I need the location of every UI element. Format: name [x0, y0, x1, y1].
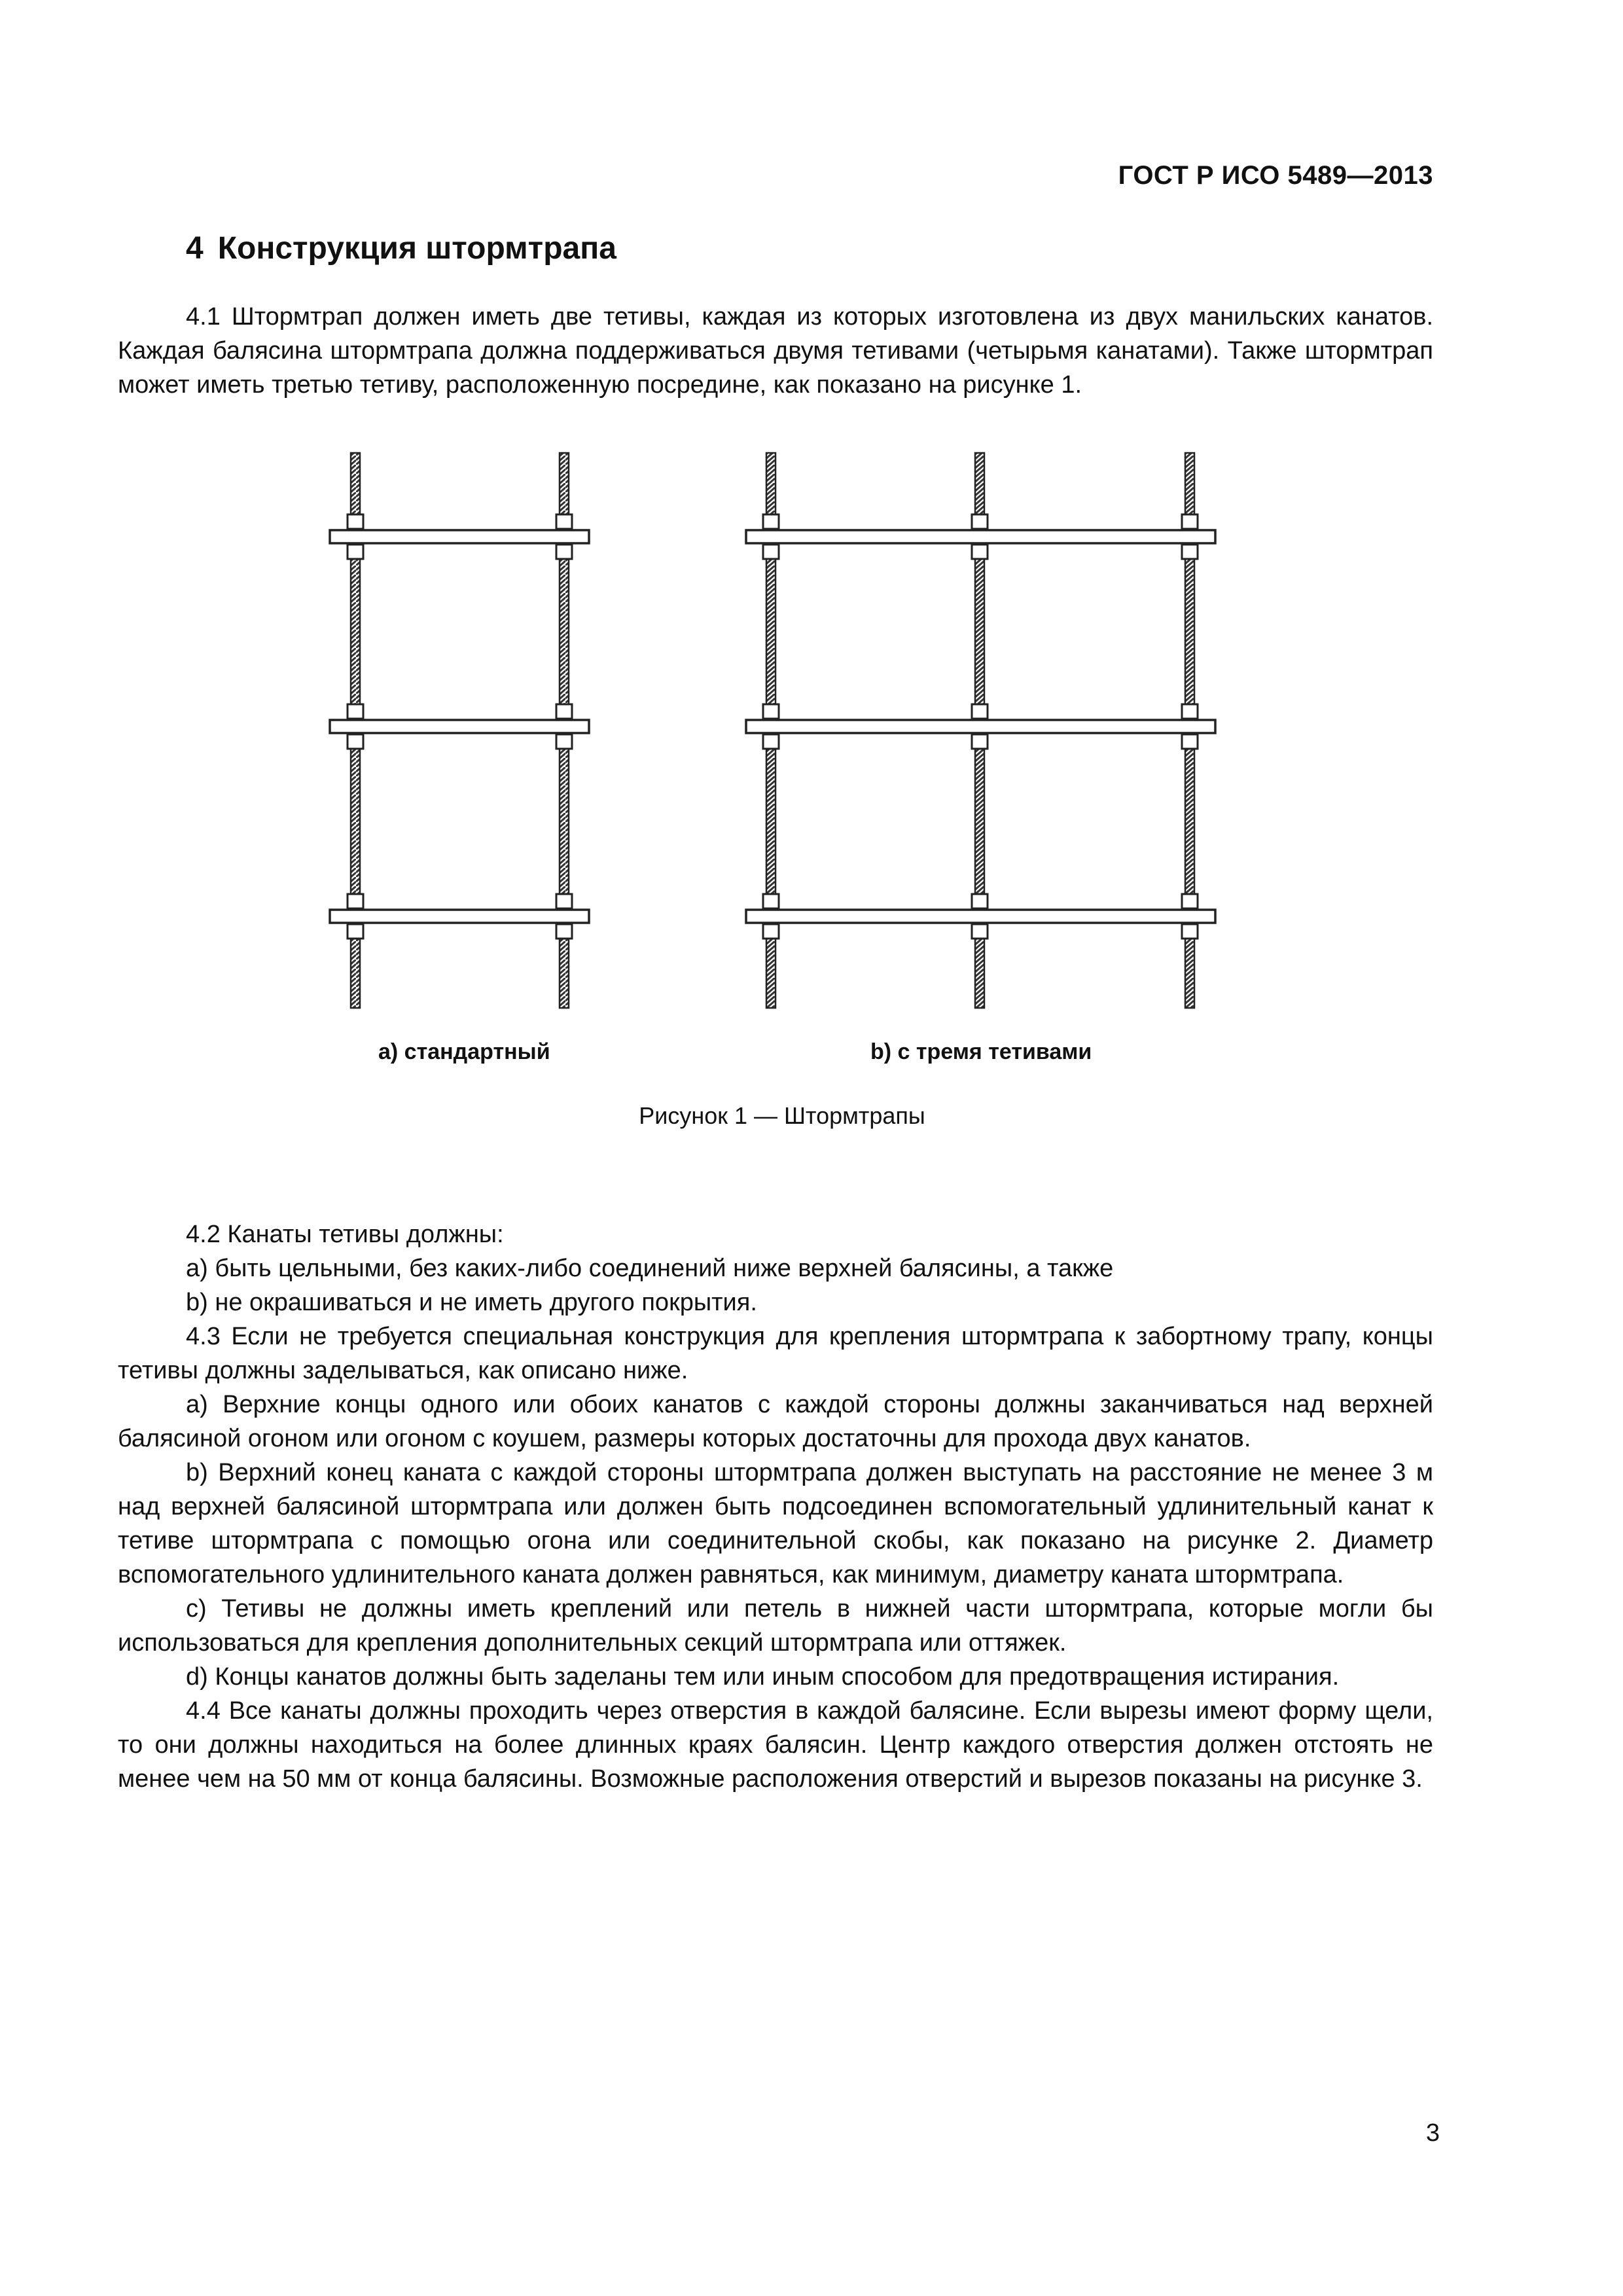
rung — [746, 910, 1215, 923]
rung — [746, 530, 1215, 543]
rung — [330, 910, 589, 923]
rope-clamp — [972, 734, 988, 749]
rope-clamp — [1182, 545, 1198, 559]
rope-clamp — [348, 734, 363, 749]
paragraph-4-2: 4.2 Канаты тетивы должны: — [186, 1221, 504, 1248]
rope-clamp — [763, 545, 779, 559]
rung — [330, 530, 589, 543]
rope-clamp — [1182, 734, 1198, 749]
body-text-block — [118, 1217, 1433, 1796]
rope-clamp — [1182, 894, 1198, 908]
section-number: 4 — [186, 231, 204, 266]
paragraph-4-1: 4.1 Штормтрап должен иметь две тетивы, каждая из которых изготовлена из двух манильских канатов. Каждая балясина штормтрапа должна поддерживаться двумя тетивами (четырьмя канатами). Также штормтрап может иметь третью тетиву, расположенную посредине, как показано на рисунке 1. — [118, 303, 1433, 399]
rope-clamp — [1182, 704, 1198, 719]
rope-clamp — [556, 545, 572, 559]
figure-subcaption-b: b) с тремя тетивами — [870, 1039, 1092, 1064]
figure-caption: Рисунок 1 — Штормтрапы — [639, 1102, 925, 1129]
rope-clamp — [972, 924, 988, 939]
figure-1 — [0, 419, 1623, 1152]
rope-clamp — [763, 734, 779, 749]
rope-clamp — [972, 704, 988, 719]
list-item-4-2-b: b) не окрашиваться и не иметь другого покрытия. — [186, 1289, 757, 1316]
rung — [746, 720, 1215, 733]
rope-clamp — [348, 704, 363, 719]
rope-clamp — [763, 704, 779, 719]
paragraph-4-3: 4.3 Если не требуется специальная конструкция для крепления штормтрапа к забортному трапу, концы тетивы должны заделываться, как описано ниже. — [118, 1323, 1433, 1384]
rope-clamp — [556, 734, 572, 749]
rope-clamp — [348, 894, 363, 908]
rope-clamp — [348, 514, 363, 529]
section-title-text: Конструкция штормтрапа — [217, 231, 616, 266]
rung — [330, 720, 589, 733]
rope-clamp — [556, 894, 572, 908]
paragraph-4-4: 4.4 Все канаты должны проходить через отверстия в каждой балясине. Если вырезы имеют форму щели, то они должны находиться на более длинных краях балясин. Центр каждого отверстия должен отстоять не менее чем на 50 мм от конца балясины. Возможные расположения отверстий и вырезов показаны на рисунке 3. — [118, 1697, 1433, 1793]
rope-clamp — [556, 924, 572, 939]
rope-clamp — [556, 704, 572, 719]
list-item-4-2-a: a) быть цельными, без каких-либо соединений ниже верхней балясины, а также — [186, 1255, 1114, 1282]
rope-clamp — [763, 894, 779, 908]
rope-clamp — [972, 514, 988, 529]
rope-clamp — [1182, 924, 1198, 939]
list-item-4-3-b: b) Верхний конец каната с каждой стороны штормтрапа должен выступать на расстояние не менее 3 м над верхней балясиной штормтрапа или должен быть подсоединен вспомогательный удлинительный канат к тетиве штормтрапа с помощью огона или соединительной скобы, как показано на рисунке 2. Диаметр вспомогательного удлинительного каната должен равняться, как минимум, диаметру каната штормтрапа. — [118, 1459, 1433, 1588]
rope-clamp — [348, 924, 363, 939]
rope-clamp — [763, 514, 779, 529]
rope-clamp — [763, 924, 779, 939]
figure-subcaption-a: a) стандартный — [378, 1039, 550, 1064]
list-item-4-3-c: c) Тетивы не должны иметь креплений или петель в нижней части штормтрапа, которые могли бы использоваться для крепления дополнительных секций штормтрапа или оттяжек. — [118, 1595, 1433, 1657]
section-heading — [186, 230, 616, 266]
rope-clamp — [348, 545, 363, 559]
page-number: 3 — [1425, 2119, 1440, 2147]
document-code-header: ГОСТ Р ИСО 5489—2013 — [1118, 161, 1433, 190]
intro-text-block — [118, 300, 1433, 402]
rope-clamp — [1182, 514, 1198, 529]
rope-clamp — [556, 514, 572, 529]
list-item-4-3-d: d) Концы канатов должны быть заделаны тем или иным способом для предотвращения истирания. — [186, 1663, 1340, 1691]
three-side-rope-ladder-drawing — [746, 453, 1215, 1008]
standard-ladder-drawing — [330, 453, 589, 1008]
list-item-4-3-a: a) Верхние концы одного или обоих канатов с каждой стороны должны заканчиваться над верхней балясиной огоном или огоном с коушем, размеры которых достаточны для прохода двух канатов. — [118, 1391, 1433, 1452]
rope-clamp — [972, 545, 988, 559]
ladder-drawings — [0, 419, 1623, 1034]
rope-clamp — [972, 894, 988, 908]
